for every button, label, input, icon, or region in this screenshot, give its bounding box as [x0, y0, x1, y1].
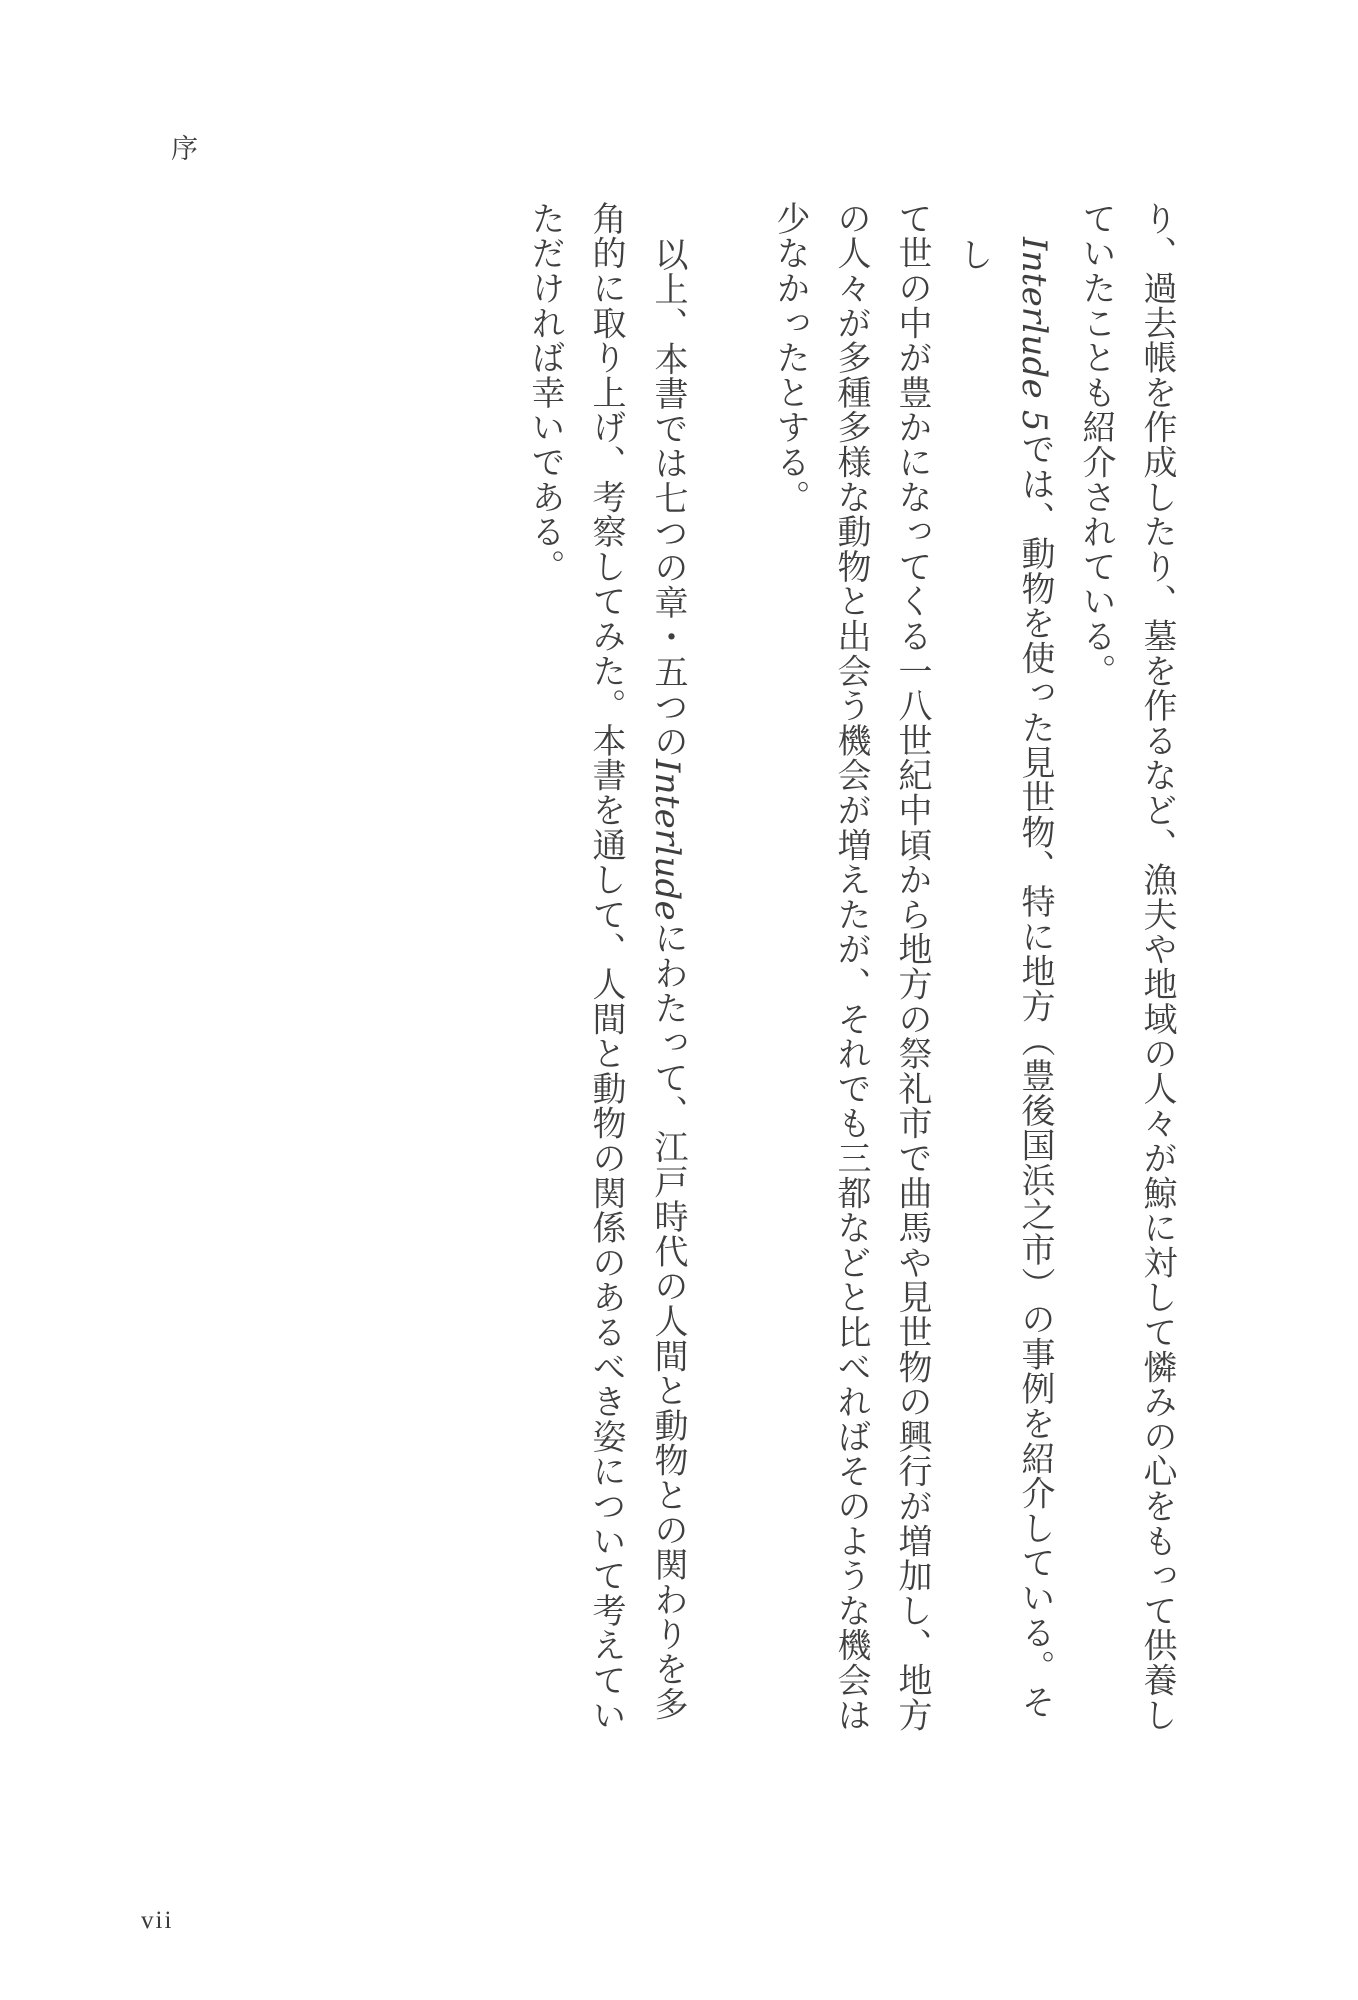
running-head-chapter-label: 序 [171, 134, 198, 164]
text-line: ていたことも紹介されている。 [1077, 201, 1114, 689]
text-line: ただければ幸いである。 [526, 201, 563, 584]
text-line: 少なかったとする。 [771, 201, 808, 515]
text-line: 以上、本書では七つの章・五つのInterludeにわたって、江戸時代の人間と動物との関わりを多 [647, 237, 687, 1722]
text-line: の人々が多種多様な動物と出会う機会が増えたが、それでも三都などと比べればそのような機会は [832, 201, 869, 1733]
paragraph [759, 201, 1065, 1737]
text-line: り、過去帳を作成したり、墓を作るなど、漁夫や地域の人々が鯨に対して憐みの心をもって供養し [1138, 201, 1175, 1733]
text-line: Interlude 5では、動物を使った見世物、特に地方（豊後国浜之市）の事例を紹介している。そし [954, 237, 1054, 1720]
paragraph [514, 201, 698, 1737]
vertical-text-block [514, 201, 1187, 1737]
text-line: て世の中が豊かになってくる一八世紀中頃から地方の祭礼市で曲馬や見世物の興行が増加し、地方 [893, 201, 930, 1733]
text-line: 角的に取り上げ、考察してみた。本書を通して、人間と動物の関係のあるべき姿について考えてい [587, 201, 624, 1733]
latin-italic-text: Interlude [647, 759, 687, 921]
paragraph [1065, 201, 1187, 1737]
page-number: vii [141, 1907, 174, 1934]
latin-italic-text: Interlude 5 [1014, 237, 1054, 432]
